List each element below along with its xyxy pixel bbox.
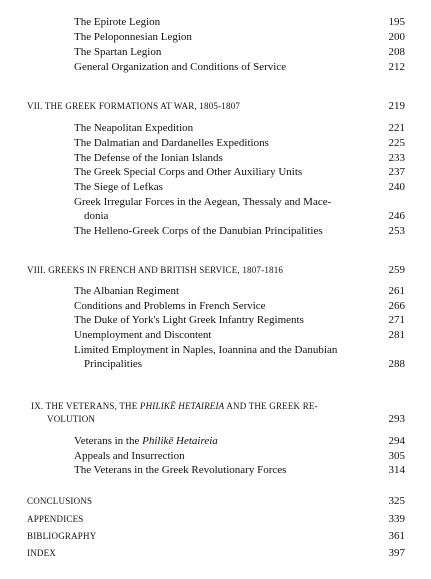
toc-entry	[0, 15, 431, 29]
chapter-page: 293	[388, 413, 405, 425]
toc-entry-page: 237	[388, 166, 405, 178]
toc-entry-page: 221	[388, 122, 405, 134]
toc-entry	[0, 180, 431, 194]
backmatter-page: 339	[388, 513, 405, 525]
chapter-title: VIII. GREEKS IN FRENCH AND BRITISH SERVICE, 1807-1816	[27, 265, 284, 275]
toc-entry	[0, 343, 431, 357]
chapter-page: 219	[388, 100, 405, 112]
toc-entry-title: The Neapolitan Expedition	[74, 122, 194, 134]
chapter-title-part: AND THE GREEK RE-	[224, 401, 318, 411]
toc-entry	[0, 284, 431, 298]
toc-entry-page: 294	[388, 435, 405, 447]
toc-entry-page: 200	[388, 31, 405, 43]
toc-entry-title-cont: Principalities	[84, 358, 143, 370]
toc-entry	[0, 224, 431, 238]
toc-entry-page: 261	[388, 285, 405, 297]
backmatter-appendices	[0, 512, 431, 526]
toc-entry	[0, 463, 431, 477]
backmatter-bibliography	[0, 529, 431, 543]
chapter-title	[31, 399, 318, 413]
toc-entry-page: 305	[388, 450, 405, 462]
toc-entry-title	[74, 434, 218, 448]
toc-entry-page: 195	[388, 16, 405, 28]
toc-entry-page: 240	[388, 181, 405, 193]
toc-entry	[0, 328, 431, 342]
toc-entry	[0, 30, 431, 44]
toc-entry	[0, 136, 431, 150]
toc-entry-title: The Defense of the Ionian Islands	[74, 152, 223, 164]
chapter-title-part: IX. THE VETERANS, THE	[31, 401, 140, 411]
toc-entry-page: 246	[388, 210, 405, 222]
toc-entry-title: The Siege of Lefkas	[74, 181, 163, 193]
backmatter-title: APPENDICES	[27, 514, 84, 524]
toc-entry-page: 314	[388, 464, 405, 476]
toc-entry-page: 271	[388, 314, 405, 326]
toc-entry-title: The Albanian Regiment	[74, 285, 180, 297]
chapter-heading-ix-continued	[0, 412, 431, 426]
toc-entry-title-part: Veterans in the	[74, 435, 143, 447]
toc-entry-title: General Organization and Conditions of Service	[74, 61, 287, 73]
chapter-heading-ix	[0, 399, 431, 413]
toc-entry	[0, 449, 431, 463]
toc-entry-title: The Greek Special Corps and Other Auxiliary Units	[74, 166, 303, 178]
toc-entry-title: The Duke of York's Light Greek Infantry Regiments	[74, 314, 304, 326]
backmatter-title: CONCLUSIONS	[27, 496, 93, 506]
chapter-title: VII. THE GREEK FORMATIONS AT WAR, 1805-1807	[27, 101, 241, 111]
chapter-heading-viii	[0, 263, 431, 277]
toc-entry-title: The Helleno-Greek Corps of the Danubian Principalities	[74, 225, 323, 237]
toc-entry	[0, 60, 431, 74]
toc-entry-title: The Dalmatian and Dardanelles Expeditions	[74, 137, 269, 149]
toc-entry-title: Unemployment and Discontent	[74, 329, 212, 341]
toc-entry-page: 266	[388, 300, 405, 312]
toc-entry	[0, 121, 431, 135]
toc-entry-title: Limited Employment in Naples, Ioannina and the Danubian	[74, 344, 338, 356]
backmatter-index	[0, 546, 431, 560]
chapter-heading-vii	[0, 99, 431, 113]
chapter-page: 259	[388, 264, 405, 276]
toc-entry-title: Appeals and Insurrection	[74, 450, 185, 462]
chapter-title-italic: PHILIKĒ HETAIREIA	[139, 401, 225, 411]
toc-entry-title: The Veterans in the Greek Revolutionary Forces	[74, 464, 287, 476]
backmatter-page: 361	[388, 530, 405, 542]
toc-entry-continued	[0, 357, 431, 371]
toc-entry-title: Conditions and Problems in French Service	[74, 300, 266, 312]
toc-entry-continued	[0, 209, 431, 223]
toc-entry	[0, 165, 431, 179]
toc-entry-page: 212	[388, 61, 405, 73]
toc-entry	[0, 299, 431, 313]
toc-entry-title: The Peloponnesian Legion	[74, 31, 192, 43]
toc-entry-title: Greek Irregular Forces in the Aegean, Thessaly and Mace-	[74, 196, 332, 208]
toc-entry-page: 253	[388, 225, 405, 237]
toc-entry-page: 225	[388, 137, 405, 149]
backmatter-title: INDEX	[27, 548, 56, 558]
toc-entry	[0, 195, 431, 209]
toc-entry-page: 208	[388, 46, 405, 58]
backmatter-title: BIBLIOGRAPHY	[27, 531, 97, 541]
toc-entry	[0, 45, 431, 59]
backmatter-page: 397	[388, 547, 405, 559]
chapter-title-cont: VOLUTION	[47, 414, 96, 424]
toc-entry	[0, 151, 431, 165]
backmatter-page: 325	[388, 495, 405, 507]
toc-entry-title: The Epirote Legion	[74, 16, 161, 28]
toc-entry-title-italic: Philikē Hetaireia	[142, 435, 218, 447]
toc-entry	[0, 313, 431, 327]
toc-entry-title-cont: donia	[84, 210, 109, 222]
toc-entry-page: 281	[388, 329, 405, 341]
toc-entry-page: 288	[388, 358, 405, 370]
backmatter-conclusions	[0, 494, 431, 508]
toc-entry	[0, 434, 431, 448]
toc-entry-page: 233	[388, 152, 405, 164]
toc-entry-title: The Spartan Legion	[74, 46, 162, 58]
